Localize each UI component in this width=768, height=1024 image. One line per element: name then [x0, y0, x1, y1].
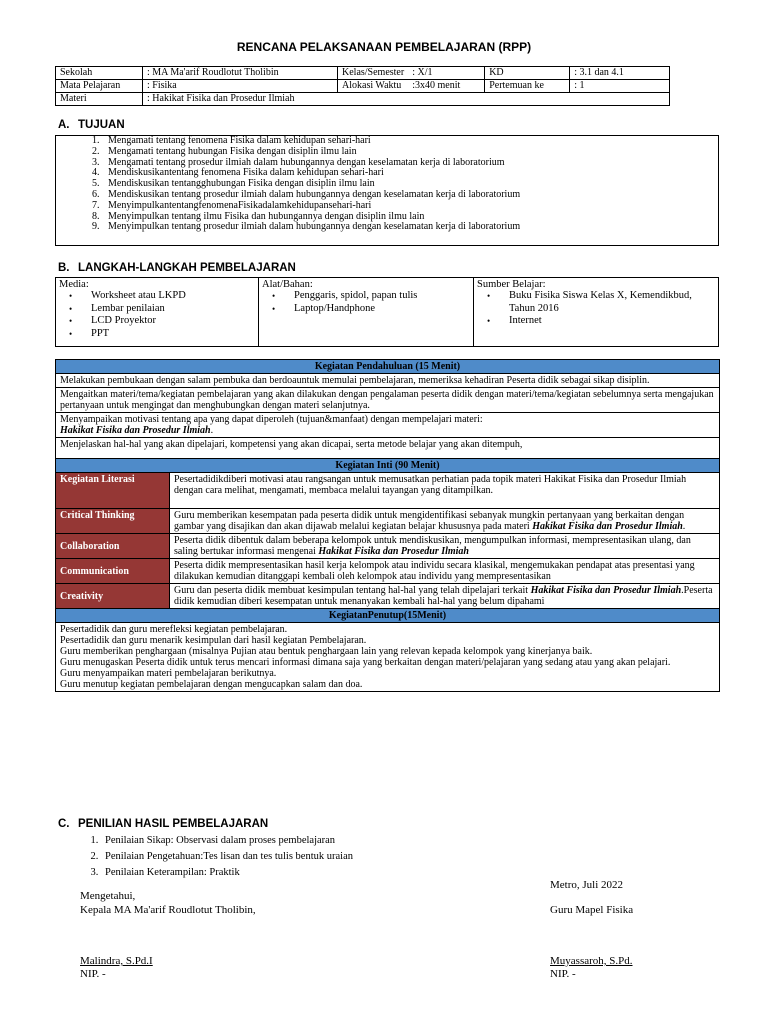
creativity-end: .Peserta didik kemudian diberi kesempatan untuk menanyakan kembali hal-hal yang belum dipahami — [174, 585, 713, 607]
alokasi-label: Alokasi Waktu — [338, 80, 409, 93]
media-item: • PPT — [67, 328, 255, 341]
penutup-line: Pesertadidik dan guru menarik kesimpulan dari hasil kegiatan Pembelajaran. — [60, 635, 367, 646]
creativity-materi: Hakikat Fisika dan Prosedur Ilmiah — [530, 585, 682, 596]
materi-value: : Hakikat Fisika dan Prosedur Ilmiah — [143, 93, 670, 106]
sumber-item: • Internet — [485, 315, 715, 328]
pendahuluan-row: Mengaitkan materi/tema/kegiatan pembelajaran yang akan dilakukan dengan pengalaman peserta didik dengan materi/tema/kegiatan sebelumnya serta mengajukan pertanyaan untuk mengingat dan menghubungkan dengan materi selanjutnya. — [56, 388, 720, 413]
tujuan-item: 1. Mengamati tentang fenomena Fisika dalam kehidupan sehari-hari — [102, 136, 718, 147]
mapel-value: : Fisika — [143, 80, 338, 93]
tujuan-item: 7. MenyimpulkantentangfenomenaFisikadalamkehidupansehari-hari — [102, 201, 718, 212]
media-item: • Lembar penilaian — [67, 303, 255, 316]
media-item: • Worksheet atau LKPD — [67, 290, 255, 303]
penutup-header: KegiatanPenutup(15Menit) — [56, 609, 720, 623]
motivasi-end: . — [210, 425, 214, 436]
alat-item: • Laptop/Handphone — [270, 303, 470, 316]
alat-cell — [259, 278, 474, 347]
alat-item: • Penggaris, spidol, papan tulis — [270, 290, 470, 303]
kelas-label: Kelas/Semester — [338, 67, 409, 80]
identity-table — [55, 66, 670, 106]
guru-title: Guru Mapel Fisika — [550, 904, 634, 916]
literasi-text: Pesertadidikdiberi motivasi atau rangsangan untuk memusatkan perhatian pada topik materi Hakikat Fisika dan Prosedur Ilmiah dengan cara melihat, mengamati, membaca melalui tayangan yang ditampilkan. — [170, 473, 720, 509]
penilaian-item: 1. Penilaian Sikap: Observasi dalam proses pembelajaran — [101, 833, 353, 849]
motivasi-text: Menyampaikan motivasi tentang apa yang dapat diperoleh (tujuan&manfaat) dengan mempelajari materi: — [60, 414, 483, 425]
kelas-value: : X/1 — [408, 67, 485, 80]
kepala-nip: NIP. - — [80, 968, 106, 980]
communication-label: Communication — [56, 559, 170, 584]
communication-text: Peserta didik mempresentasikan hasil kerja kelompok atau individu secara klasikal, mengemukakan pendapat atas presentasi yang dilakukan kemudian ditanggapi kembali oleh kelompok atau individu yang mempresentasikan — [170, 559, 720, 584]
media-list — [59, 290, 255, 340]
section-b-title: LANGKAH-LANGKAH PEMBELAJARAN — [78, 262, 296, 274]
media-cell — [56, 278, 259, 347]
tujuan-item: 6. Mendiskusikan tentang prosedur ilmiah dalam hubungannya dengan keselamatan kerja di laboratorium — [102, 190, 718, 201]
creativity-text: Guru dan peserta didik membuat kesimpulan tentang hal-hal yang telah dipelajari terkait — [174, 585, 529, 596]
section-a-title: TUJUAN — [78, 119, 125, 131]
penutup-line: Guru menutup kegiatan pembelajaran dengan mengucapkan salam dan doa. — [60, 679, 363, 690]
penutup-line: Guru menugaskan Peserta didik untuk terus mencari informasi dimana saja yang berkaitan dengan materi/pelajaran yang sedang atau yang akan pelajari. — [60, 657, 671, 668]
kegiatan-table — [55, 359, 720, 692]
collaboration-materi: Hakikat Fisika dan Prosedur Ilmiah — [318, 546, 469, 557]
tujuan-item: 9. Menyimpulkan tentang prosedur ilmiah dalam hubungannya dengan keselamatan kerja di laboratorium — [102, 222, 718, 233]
sekolah-label: Sekolah — [56, 67, 143, 80]
section-b-letter: B. — [58, 262, 70, 274]
inti-header: Kegiatan Inti (90 Menit) — [56, 459, 720, 473]
media-heading: Media: — [59, 279, 89, 290]
pendahuluan-header: Kegiatan Pendahuluan (15 Menit) — [56, 360, 720, 374]
critical-thinking-cell — [170, 509, 720, 534]
sumber-item: • Buku Fisika Siswa Kelas X, Kemendikbud, Tahun 2016 — [485, 290, 715, 315]
alokasi-value: :3x40 menit — [408, 80, 485, 93]
penutup-cell — [56, 623, 720, 692]
penutup-line: Guru memberikan penghargaan (misalnya Pujian atau bentuk penghargaan lain yang relevan kepada kelompok yang kinerjanya baik. — [60, 646, 593, 657]
creativity-cell — [170, 584, 720, 609]
literasi-label: Kegiatan Literasi — [56, 473, 170, 509]
pendahuluan-row: Menjelaskan hal-hal yang akan dipelajari, kompetensi yang akan dicapai, serta metode belajar yang akan ditempuh, — [56, 438, 720, 459]
sekolah-value: : MA Ma'arif Roudlotut Tholibin — [143, 67, 338, 80]
media-item: • LCD Proyektor — [67, 315, 255, 328]
tujuan-item: 8. Menyimpulkan tentang ilmu Fisika dan hubungannya dengan disiplin ilmu lain — [102, 212, 718, 223]
place-date: Metro, Juli 2022 — [550, 879, 624, 891]
tujuan-list-box — [55, 135, 719, 246]
alat-heading: Alat/Bahan: — [262, 279, 313, 290]
kd-value: : 3.1 dan 4.1 — [570, 67, 670, 80]
section-c-heading — [58, 818, 268, 830]
sumber-heading: Sumber Belajar: — [477, 279, 546, 290]
pertemuan-value: : 1 — [570, 80, 670, 93]
pendahuluan-row: Melakukan pembukaan dengan salam pembuka dan berdoauntuk memulai pembelajaran, memeriksa kehadiran Peserta didik sebagai sikap disiplin. — [56, 374, 720, 388]
tujuan-item: 3. Mengamati tentang prosedur ilmiah dalam hubungannya dengan keselamatan kerja di laboratorium — [102, 158, 718, 169]
document-title: RENCANA PELAKSANAAN PEMBELAJARAN (RPP) — [236, 40, 532, 54]
penilaian-list — [55, 833, 353, 881]
alat-list — [262, 290, 470, 315]
kd-label: KD — [485, 67, 570, 80]
section-a-letter: A. — [58, 119, 70, 131]
critical-thinking-label: Critical Thinking — [56, 509, 170, 534]
section-c-letter: C. — [58, 818, 70, 830]
pertemuan-label: Pertemuan ke — [485, 80, 570, 93]
tujuan-item: 2. Mengamati tentang hubungan Fisika dengan disiplin ilmu lain — [102, 147, 718, 158]
section-c-title: PENILIAN HASIL PEMBELAJARAN — [78, 818, 269, 830]
penutup-line: Pesertadidik dan guru merefleksi kegiatan pembelajaran. — [60, 624, 288, 635]
penilaian-item: 3. Penilaian Keterampilan: Praktik — [101, 865, 353, 881]
penilaian-block — [55, 833, 353, 881]
kepala-title: Kepala MA Ma'arif Roudlotut Tholibin, — [80, 904, 256, 916]
mapel-label: Mata Pelajaran — [56, 80, 143, 93]
tujuan-item: 4. Mendiskusikantentang fenomena Fisika dalam kehidupan sehari-hari — [102, 168, 718, 179]
media-table — [55, 277, 719, 347]
tujuan-list — [56, 136, 718, 233]
guru-name: Muyassaroh, S.Pd. — [550, 955, 633, 967]
sumber-list — [477, 290, 715, 328]
mengetahui-label: Mengetahui, — [80, 890, 136, 902]
tujuan-item: 5. Mendiskusikan tentangghubungan Fisika dengan disiplin ilmu lain — [102, 179, 718, 190]
collaboration-label: Collaboration — [56, 534, 170, 559]
kepala-name: Malindra, S.Pd.I — [80, 955, 153, 967]
motivasi-materi: Hakikat Fisika dan Prosedur Ilmiah — [60, 425, 211, 436]
penutup-line: Guru menyampaikan materi pembelajaran berikutnya. — [60, 668, 277, 679]
section-b-heading — [58, 262, 296, 274]
collaboration-text: Peserta didik dibentuk dalam beberapa kelompok untuk mendiskusikan, mengumpulkan informasi, mempresentasikan ulang, dan saling bertukar informasi mengenai — [174, 535, 691, 557]
sumber-cell — [474, 278, 719, 347]
critical-thinking-materi: Hakikat Fisika dan Prosedur Ilmiah — [532, 521, 683, 532]
critical-thinking-end: . — [682, 521, 686, 532]
penilaian-item: 2. Penilaian Pengetahuan:Tes lisan dan tes tulis bentuk uraian — [101, 849, 353, 865]
creativity-label: Creativity — [56, 584, 170, 609]
guru-nip: NIP. - — [550, 968, 576, 980]
section-a-heading — [58, 119, 125, 131]
materi-label: Materi — [56, 93, 143, 106]
pendahuluan-row — [56, 413, 720, 438]
collaboration-cell — [170, 534, 720, 559]
critical-thinking-text: Guru memberikan kesempatan pada peserta didik untuk mengidentifikasi sebanyak mungkin pertanyaan yang berkaitan dengan gambar yang disajikan dan akan dijawab melalui kegiatan belajar khususnya pada materi — [174, 510, 685, 532]
